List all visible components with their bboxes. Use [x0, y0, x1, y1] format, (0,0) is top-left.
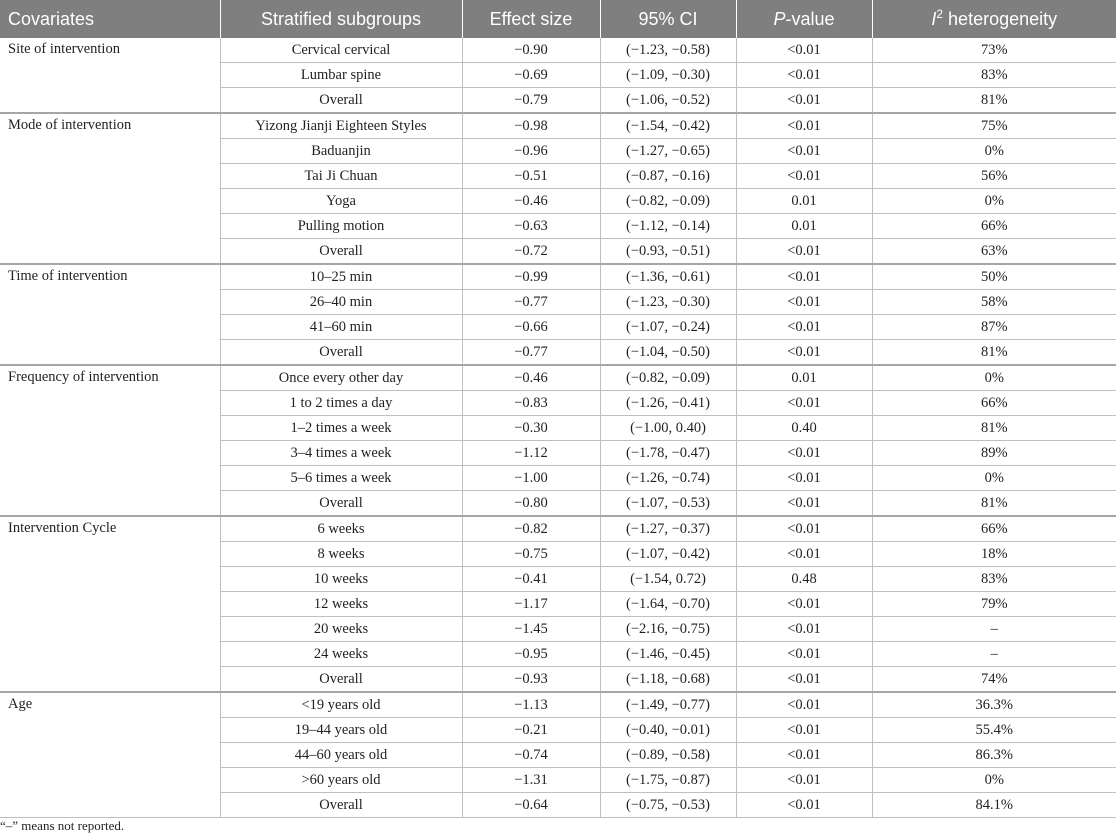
p-value-cell: <0.01: [736, 63, 872, 88]
covariate-cell: Age: [0, 692, 220, 818]
header-i2-italic: I: [931, 8, 937, 29]
effect-size-cell: −0.82: [462, 516, 600, 542]
ci-cell: (−1.23, −0.30): [600, 290, 736, 315]
header-p-suffix: -value: [785, 8, 835, 29]
effect-size-cell: −1.17: [462, 592, 600, 617]
i2-cell: 81%: [872, 340, 1116, 366]
ci-cell: (−1.06, −0.52): [600, 88, 736, 114]
effect-size-cell: −0.77: [462, 290, 600, 315]
p-value-cell: <0.01: [736, 642, 872, 667]
ci-cell: (−0.75, −0.53): [600, 793, 736, 818]
subgroup-cell: 5–6 times a week: [220, 466, 462, 491]
p-value-cell: <0.01: [736, 340, 872, 366]
subgroup-cell: 1 to 2 times a day: [220, 391, 462, 416]
i2-cell: 81%: [872, 416, 1116, 441]
subgroup-cell: 20 weeks: [220, 617, 462, 642]
effect-size-cell: −0.99: [462, 264, 600, 290]
subgroup-cell: 10–25 min: [220, 264, 462, 290]
ci-cell: (−2.16, −0.75): [600, 617, 736, 642]
p-value-cell: <0.01: [736, 793, 872, 818]
subgroup-cell: 41–60 min: [220, 315, 462, 340]
ci-cell: (−1.27, −0.37): [600, 516, 736, 542]
subgroup-cell: 6 weeks: [220, 516, 462, 542]
p-value-cell: <0.01: [736, 315, 872, 340]
p-value-cell: <0.01: [736, 542, 872, 567]
effect-size-cell: −1.12: [462, 441, 600, 466]
ci-cell: (−0.87, −0.16): [600, 164, 736, 189]
subgroup-cell: Yizong Jianji Eighteen Styles: [220, 113, 462, 139]
ci-cell: (−0.82, −0.09): [600, 189, 736, 214]
ci-cell: (−1.27, −0.65): [600, 139, 736, 164]
p-value-cell: <0.01: [736, 391, 872, 416]
subgroup-cell: Baduanjin: [220, 139, 462, 164]
effect-size-cell: −1.31: [462, 768, 600, 793]
p-value-cell: <0.01: [736, 768, 872, 793]
table-row: [0, 516, 1116, 542]
effect-size-cell: −0.98: [462, 113, 600, 139]
ci-cell: (−1.49, −0.77): [600, 692, 736, 718]
covariate-cell: Site of intervention: [0, 38, 220, 113]
effect-size-cell: −0.90: [462, 38, 600, 63]
p-value-cell: 0.48: [736, 567, 872, 592]
ci-cell: (−0.93, −0.51): [600, 239, 736, 265]
effect-size-cell: −0.93: [462, 667, 600, 693]
effect-size-cell: −0.74: [462, 743, 600, 768]
i2-cell: 66%: [872, 516, 1116, 542]
effect-size-cell: −1.13: [462, 692, 600, 718]
p-value-cell: <0.01: [736, 164, 872, 189]
effect-size-cell: −0.96: [462, 139, 600, 164]
covariate-cell: Frequency of intervention: [0, 365, 220, 516]
i2-cell: 87%: [872, 315, 1116, 340]
ci-cell: (−1.09, −0.30): [600, 63, 736, 88]
header-i2-superscript: 2: [936, 6, 944, 21]
subgroup-cell: Pulling motion: [220, 214, 462, 239]
subgroup-cell: 44–60 years old: [220, 743, 462, 768]
ci-cell: (−1.07, −0.42): [600, 542, 736, 567]
subgroup-cell: Overall: [220, 340, 462, 366]
i2-cell: 56%: [872, 164, 1116, 189]
p-value-cell: <0.01: [736, 88, 872, 114]
subgroup-cell: Cervical cervical: [220, 38, 462, 63]
p-value-cell: <0.01: [736, 441, 872, 466]
subgroup-cell: 1–2 times a week: [220, 416, 462, 441]
i2-cell: 73%: [872, 38, 1116, 63]
p-value-cell: <0.01: [736, 592, 872, 617]
p-value-cell: <0.01: [736, 617, 872, 642]
effect-size-cell: −0.46: [462, 189, 600, 214]
effect-size-cell: −0.46: [462, 365, 600, 391]
subgroup-cell: Once every other day: [220, 365, 462, 391]
ci-cell: (−1.07, −0.53): [600, 491, 736, 517]
i2-cell: 0%: [872, 365, 1116, 391]
subgroup-cell: 26–40 min: [220, 290, 462, 315]
ci-cell: (−1.64, −0.70): [600, 592, 736, 617]
ci-cell: (−1.12, −0.14): [600, 214, 736, 239]
p-value-cell: <0.01: [736, 290, 872, 315]
table-header: [0, 0, 1116, 38]
header-i2-heterogeneity: [872, 0, 1116, 38]
header-subgroups: Stratified subgroups: [220, 0, 462, 38]
table-row: [0, 38, 1116, 63]
i2-cell: 81%: [872, 491, 1116, 517]
i2-cell: 79%: [872, 592, 1116, 617]
ci-cell: (−0.82, −0.09): [600, 365, 736, 391]
i2-cell: 0%: [872, 768, 1116, 793]
header-i2-suffix: heterogeneity: [943, 8, 1058, 29]
p-value-cell: 0.01: [736, 189, 872, 214]
p-value-cell: 0.01: [736, 365, 872, 391]
subgroup-cell: 8 weeks: [220, 542, 462, 567]
i2-cell: 50%: [872, 264, 1116, 290]
i2-cell: 0%: [872, 466, 1116, 491]
effect-size-cell: −0.30: [462, 416, 600, 441]
ci-cell: (−1.75, −0.87): [600, 768, 736, 793]
i2-cell: 75%: [872, 113, 1116, 139]
effect-size-cell: −0.79: [462, 88, 600, 114]
p-value-cell: <0.01: [736, 491, 872, 517]
effect-size-cell: −0.66: [462, 315, 600, 340]
i2-cell: 0%: [872, 189, 1116, 214]
header-row: [0, 0, 1116, 38]
header-ci: 95% CI: [600, 0, 736, 38]
i2-cell: 58%: [872, 290, 1116, 315]
ci-cell: (−1.78, −0.47): [600, 441, 736, 466]
effect-size-cell: −1.00: [462, 466, 600, 491]
p-value-cell: <0.01: [736, 743, 872, 768]
ci-cell: (−1.54, 0.72): [600, 567, 736, 592]
ci-cell: (−0.89, −0.58): [600, 743, 736, 768]
i2-cell: –: [872, 642, 1116, 667]
p-value-cell: 0.01: [736, 214, 872, 239]
ci-cell: (−1.26, −0.41): [600, 391, 736, 416]
effect-size-cell: −0.80: [462, 491, 600, 517]
ci-cell: (−1.54, −0.42): [600, 113, 736, 139]
subgroup-cell: Lumbar spine: [220, 63, 462, 88]
effect-size-cell: −0.63: [462, 214, 600, 239]
subgroup-cell: Yoga: [220, 189, 462, 214]
subgroup-cell: Overall: [220, 793, 462, 818]
covariate-cell: Mode of intervention: [0, 113, 220, 264]
i2-cell: 0%: [872, 139, 1116, 164]
effect-size-cell: −0.72: [462, 239, 600, 265]
i2-cell: 36.3%: [872, 692, 1116, 718]
ci-cell: (−1.46, −0.45): [600, 642, 736, 667]
i2-cell: 83%: [872, 63, 1116, 88]
i2-cell: 86.3%: [872, 743, 1116, 768]
covariate-cell: Time of intervention: [0, 264, 220, 365]
p-value-cell: 0.40: [736, 416, 872, 441]
ci-cell: (−1.36, −0.61): [600, 264, 736, 290]
effect-size-cell: −0.69: [462, 63, 600, 88]
p-value-cell: <0.01: [736, 38, 872, 63]
i2-cell: 89%: [872, 441, 1116, 466]
subgroup-cell: <19 years old: [220, 692, 462, 718]
i2-cell: 55.4%: [872, 718, 1116, 743]
effect-size-cell: −0.83: [462, 391, 600, 416]
header-p-value: [736, 0, 872, 38]
i2-cell: 84.1%: [872, 793, 1116, 818]
subgroup-cell: 12 weeks: [220, 592, 462, 617]
covariate-cell: Intervention Cycle: [0, 516, 220, 692]
table-body: [0, 38, 1116, 818]
ci-cell: (−1.18, −0.68): [600, 667, 736, 693]
table-footnote: “–” means not reported.: [0, 818, 125, 833]
ci-cell: (−1.07, −0.24): [600, 315, 736, 340]
table-row: [0, 692, 1116, 718]
subgroup-cell: Overall: [220, 88, 462, 114]
table-row: [0, 113, 1116, 139]
subgroup-cell: Overall: [220, 667, 462, 693]
i2-cell: 83%: [872, 567, 1116, 592]
p-value-cell: <0.01: [736, 692, 872, 718]
i2-cell: –: [872, 617, 1116, 642]
ci-cell: (−1.04, −0.50): [600, 340, 736, 366]
effect-size-cell: −0.41: [462, 567, 600, 592]
effect-size-cell: −0.95: [462, 642, 600, 667]
effect-size-cell: −0.75: [462, 542, 600, 567]
ci-cell: (−0.40, −0.01): [600, 718, 736, 743]
p-value-cell: <0.01: [736, 516, 872, 542]
effect-size-cell: −0.77: [462, 340, 600, 366]
subgroup-cell: Overall: [220, 239, 462, 265]
i2-cell: 18%: [872, 542, 1116, 567]
effect-size-cell: −0.21: [462, 718, 600, 743]
effect-size-cell: −0.51: [462, 164, 600, 189]
ci-cell: (−1.26, −0.74): [600, 466, 736, 491]
effect-size-cell: −0.64: [462, 793, 600, 818]
header-covariates: Covariates: [0, 0, 220, 38]
ci-cell: (−1.00, 0.40): [600, 416, 736, 441]
table-row: [0, 365, 1116, 391]
header-p-italic: P: [773, 8, 786, 29]
p-value-cell: <0.01: [736, 667, 872, 693]
i2-cell: 66%: [872, 214, 1116, 239]
p-value-cell: <0.01: [736, 139, 872, 164]
p-value-cell: <0.01: [736, 113, 872, 139]
p-value-cell: <0.01: [736, 239, 872, 265]
p-value-cell: <0.01: [736, 466, 872, 491]
header-effect-size: Effect size: [462, 0, 600, 38]
subgroup-cell: Overall: [220, 491, 462, 517]
i2-cell: 63%: [872, 239, 1116, 265]
subgroup-cell: 3–4 times a week: [220, 441, 462, 466]
table-row: [0, 264, 1116, 290]
subgroup-cell: 19–44 years old: [220, 718, 462, 743]
i2-cell: 81%: [872, 88, 1116, 114]
i2-cell: 66%: [872, 391, 1116, 416]
p-value-cell: <0.01: [736, 718, 872, 743]
effect-size-cell: −1.45: [462, 617, 600, 642]
i2-cell: 74%: [872, 667, 1116, 693]
subgroup-cell: Tai Ji Chuan: [220, 164, 462, 189]
subgroup-cell: 24 weeks: [220, 642, 462, 667]
ci-cell: (−1.23, −0.58): [600, 38, 736, 63]
subgroup-cell: >60 years old: [220, 768, 462, 793]
subgroup-cell: 10 weeks: [220, 567, 462, 592]
p-value-cell: <0.01: [736, 264, 872, 290]
